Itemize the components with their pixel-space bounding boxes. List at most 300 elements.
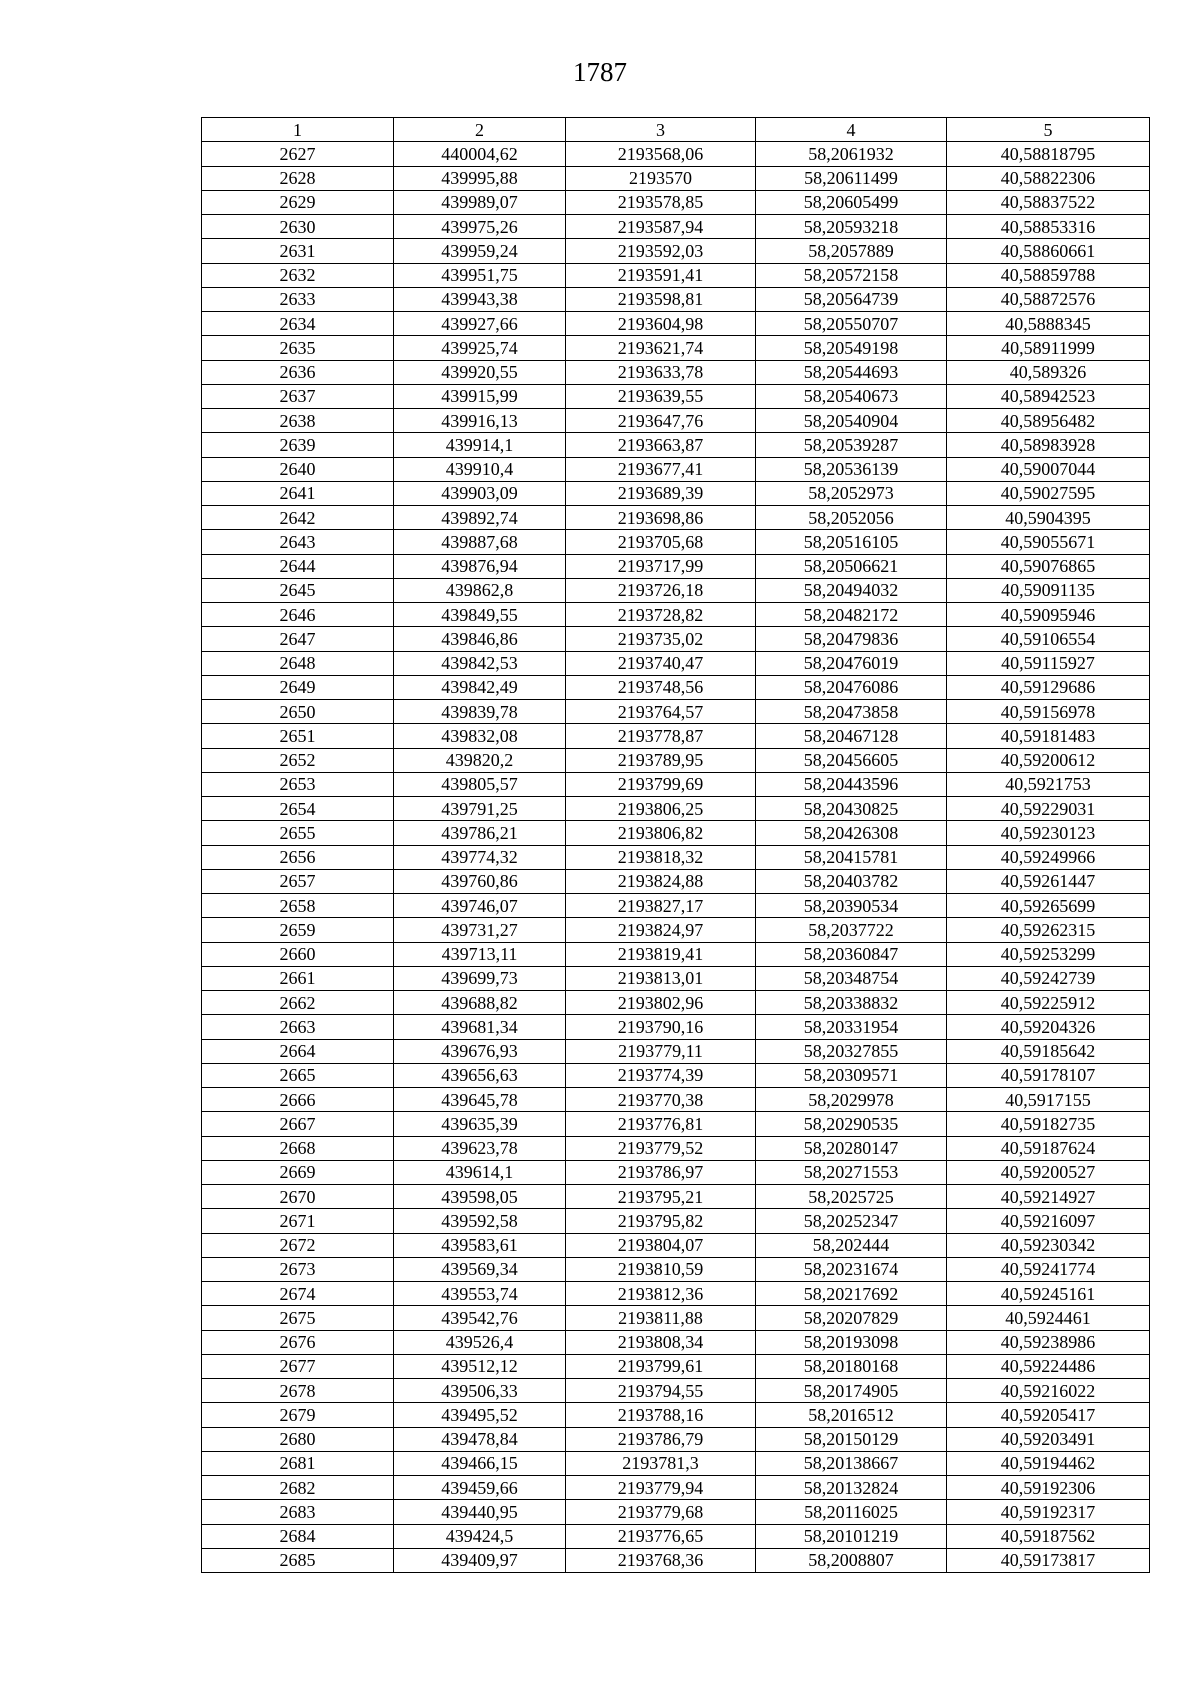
cell-y: 2193587,94	[566, 215, 756, 239]
cell-x: 439424,5	[394, 1524, 566, 1548]
cell-latitude: 58,20331954	[756, 1015, 947, 1039]
cell-point-number: 2641	[202, 481, 394, 505]
cell-latitude: 58,20506621	[756, 554, 947, 578]
cell-latitude: 58,20132824	[756, 1476, 947, 1500]
cell-longitude: 40,59238986	[947, 1330, 1150, 1354]
table-row	[202, 409, 1150, 433]
table-row	[202, 1015, 1150, 1039]
cell-point-number: 2633	[202, 287, 394, 311]
column-header-latitude: 4	[756, 118, 947, 142]
cell-point-number: 2684	[202, 1524, 394, 1548]
cell-y: 2193740,47	[566, 651, 756, 675]
cell-x: 439846,86	[394, 627, 566, 651]
cell-point-number: 2683	[202, 1500, 394, 1524]
cell-y: 2193776,81	[566, 1112, 756, 1136]
cell-longitude: 40,59224486	[947, 1354, 1150, 1378]
cell-x: 439876,94	[394, 554, 566, 578]
cell-longitude: 40,59225912	[947, 991, 1150, 1015]
cell-y: 2193689,39	[566, 481, 756, 505]
cell-y: 2193802,96	[566, 991, 756, 1015]
cell-x: 439927,66	[394, 312, 566, 336]
cell-longitude: 40,59192306	[947, 1476, 1150, 1500]
cell-x: 439512,12	[394, 1354, 566, 1378]
cell-latitude: 58,20327855	[756, 1039, 947, 1063]
table-row	[202, 651, 1150, 675]
cell-point-number: 2664	[202, 1039, 394, 1063]
cell-y: 2193790,16	[566, 1015, 756, 1039]
cell-x: 439805,57	[394, 772, 566, 796]
cell-x: 439862,8	[394, 578, 566, 602]
cell-longitude: 40,59216022	[947, 1379, 1150, 1403]
cell-x: 439731,27	[394, 918, 566, 942]
cell-longitude: 40,59230123	[947, 821, 1150, 845]
cell-x: 439699,73	[394, 966, 566, 990]
table-row	[202, 166, 1150, 190]
table-row	[202, 312, 1150, 336]
cell-point-number: 2667	[202, 1112, 394, 1136]
cell-y: 2193824,97	[566, 918, 756, 942]
cell-y: 2193598,81	[566, 287, 756, 311]
cell-longitude: 40,58818795	[947, 142, 1150, 166]
cell-y: 2193735,02	[566, 627, 756, 651]
cell-x: 439569,34	[394, 1257, 566, 1281]
cell-longitude: 40,58853316	[947, 215, 1150, 239]
cell-longitude: 40,59185642	[947, 1039, 1150, 1063]
cell-point-number: 2656	[202, 845, 394, 869]
cell-longitude: 40,5921753	[947, 772, 1150, 796]
cell-latitude: 58,2029978	[756, 1088, 947, 1112]
cell-latitude: 58,20494032	[756, 578, 947, 602]
cell-point-number: 2660	[202, 942, 394, 966]
cell-x: 439409,97	[394, 1548, 566, 1572]
cell-latitude: 58,20476086	[756, 675, 947, 699]
cell-y: 2193633,78	[566, 360, 756, 384]
table-row	[202, 1039, 1150, 1063]
cell-x: 439440,95	[394, 1500, 566, 1524]
cell-latitude: 58,20550707	[756, 312, 947, 336]
cell-x: 439592,58	[394, 1209, 566, 1233]
table-row	[202, 239, 1150, 263]
table-row	[202, 506, 1150, 530]
cell-x: 439989,07	[394, 190, 566, 214]
cell-longitude: 40,59192317	[947, 1500, 1150, 1524]
table-row	[202, 966, 1150, 990]
cell-latitude: 58,20101219	[756, 1524, 947, 1548]
cell-y: 2193647,76	[566, 409, 756, 433]
column-header-y: 3	[566, 118, 756, 142]
table-row	[202, 1379, 1150, 1403]
cell-longitude: 40,59187624	[947, 1136, 1150, 1160]
cell-longitude: 40,59203491	[947, 1427, 1150, 1451]
cell-point-number: 2678	[202, 1379, 394, 1403]
cell-x: 439791,25	[394, 797, 566, 821]
cell-y: 2193726,18	[566, 578, 756, 602]
cell-y: 2193827,17	[566, 894, 756, 918]
cell-latitude: 58,20482172	[756, 603, 947, 627]
cell-latitude: 58,2037722	[756, 918, 947, 942]
table-row	[202, 748, 1150, 772]
cell-point-number: 2654	[202, 797, 394, 821]
cell-y: 2193764,57	[566, 700, 756, 724]
cell-longitude: 40,59200612	[947, 748, 1150, 772]
cell-latitude: 58,2057889	[756, 239, 947, 263]
cell-point-number: 2635	[202, 336, 394, 360]
cell-point-number: 2666	[202, 1088, 394, 1112]
cell-x: 439910,4	[394, 457, 566, 481]
cell-longitude: 40,59173817	[947, 1548, 1150, 1572]
cell-latitude: 58,20443596	[756, 772, 947, 796]
cell-latitude: 58,20280147	[756, 1136, 947, 1160]
cell-y: 2193748,56	[566, 675, 756, 699]
cell-longitude: 40,59205417	[947, 1403, 1150, 1427]
cell-y: 2193794,55	[566, 1379, 756, 1403]
cell-x: 439506,33	[394, 1379, 566, 1403]
cell-point-number: 2644	[202, 554, 394, 578]
cell-x: 439842,53	[394, 651, 566, 675]
column-header-point-number: 1	[202, 118, 394, 142]
table-row	[202, 942, 1150, 966]
cell-x: 439774,32	[394, 845, 566, 869]
cell-latitude: 58,2052973	[756, 481, 947, 505]
cell-point-number: 2648	[202, 651, 394, 675]
cell-x: 439887,68	[394, 530, 566, 554]
table-row	[202, 433, 1150, 457]
cell-x: 439839,78	[394, 700, 566, 724]
table-body	[202, 142, 1150, 1573]
table-row	[202, 1185, 1150, 1209]
cell-y: 2193788,16	[566, 1403, 756, 1427]
cell-x: 439760,86	[394, 869, 566, 893]
table-row	[202, 384, 1150, 408]
cell-x: 439842,49	[394, 675, 566, 699]
cell-longitude: 40,5917155	[947, 1088, 1150, 1112]
cell-x: 439920,55	[394, 360, 566, 384]
table-row	[202, 1451, 1150, 1475]
table-row	[202, 918, 1150, 942]
table-row	[202, 821, 1150, 845]
coordinates-table	[201, 117, 1150, 1573]
cell-point-number: 2638	[202, 409, 394, 433]
cell-latitude: 58,2025725	[756, 1185, 947, 1209]
cell-longitude: 40,59245161	[947, 1282, 1150, 1306]
table-row	[202, 1354, 1150, 1378]
cell-latitude: 58,20536139	[756, 457, 947, 481]
cell-y: 2193591,41	[566, 263, 756, 287]
cell-point-number: 2668	[202, 1136, 394, 1160]
table-row	[202, 991, 1150, 1015]
cell-point-number: 2627	[202, 142, 394, 166]
cell-y: 2193824,88	[566, 869, 756, 893]
cell-latitude: 58,20549198	[756, 336, 947, 360]
cell-x: 439526,4	[394, 1330, 566, 1354]
cell-longitude: 40,58822306	[947, 166, 1150, 190]
header-row	[202, 118, 1150, 142]
cell-latitude: 58,20116025	[756, 1500, 947, 1524]
table-row	[202, 190, 1150, 214]
cell-x: 439681,34	[394, 1015, 566, 1039]
cell-longitude: 40,59187562	[947, 1524, 1150, 1548]
cell-y: 2193774,39	[566, 1063, 756, 1087]
cell-longitude: 40,5888345	[947, 312, 1150, 336]
cell-x: 439925,74	[394, 336, 566, 360]
cell-latitude: 58,20479836	[756, 627, 947, 651]
cell-y: 2193786,97	[566, 1160, 756, 1184]
cell-y: 2193779,11	[566, 1039, 756, 1063]
cell-point-number: 2657	[202, 869, 394, 893]
cell-latitude: 58,20605499	[756, 190, 947, 214]
cell-longitude: 40,5904395	[947, 506, 1150, 530]
cell-latitude: 58,202444	[756, 1233, 947, 1257]
table-row	[202, 142, 1150, 166]
cell-longitude: 40,59156978	[947, 700, 1150, 724]
cell-x: 439995,88	[394, 166, 566, 190]
cell-longitude: 40,58956482	[947, 409, 1150, 433]
cell-longitude: 40,58837522	[947, 190, 1150, 214]
table-row	[202, 1282, 1150, 1306]
cell-longitude: 40,58860661	[947, 239, 1150, 263]
cell-longitude: 40,59200527	[947, 1160, 1150, 1184]
cell-longitude: 40,59204326	[947, 1015, 1150, 1039]
cell-x: 439656,63	[394, 1063, 566, 1087]
cell-point-number: 2651	[202, 724, 394, 748]
cell-longitude: 40,59216097	[947, 1209, 1150, 1233]
cell-latitude: 58,20174905	[756, 1379, 947, 1403]
cell-longitude: 40,58983928	[947, 433, 1150, 457]
cell-x: 440004,62	[394, 142, 566, 166]
cell-longitude: 40,59115927	[947, 651, 1150, 675]
table-row	[202, 1088, 1150, 1112]
cell-y: 2193639,55	[566, 384, 756, 408]
cell-point-number: 2643	[202, 530, 394, 554]
cell-y: 2193806,82	[566, 821, 756, 845]
table-row	[202, 1524, 1150, 1548]
cell-point-number: 2680	[202, 1427, 394, 1451]
cell-y: 2193778,87	[566, 724, 756, 748]
cell-longitude: 40,58942523	[947, 384, 1150, 408]
cell-x: 439903,09	[394, 481, 566, 505]
cell-point-number: 2670	[202, 1185, 394, 1209]
cell-y: 2193776,65	[566, 1524, 756, 1548]
table-row	[202, 215, 1150, 239]
cell-point-number: 2673	[202, 1257, 394, 1281]
cell-longitude: 40,59182735	[947, 1112, 1150, 1136]
cell-latitude: 58,20252347	[756, 1209, 947, 1233]
cell-x: 439951,75	[394, 263, 566, 287]
cell-y: 2193813,01	[566, 966, 756, 990]
cell-point-number: 2650	[202, 700, 394, 724]
cell-x: 439635,39	[394, 1112, 566, 1136]
cell-y: 2193806,25	[566, 797, 756, 821]
cell-x: 439849,55	[394, 603, 566, 627]
cell-point-number: 2676	[202, 1330, 394, 1354]
cell-point-number: 2639	[202, 433, 394, 457]
cell-latitude: 58,20390534	[756, 894, 947, 918]
cell-x: 439892,74	[394, 506, 566, 530]
cell-x: 439975,26	[394, 215, 566, 239]
cell-y: 2193717,99	[566, 554, 756, 578]
cell-longitude: 40,59181483	[947, 724, 1150, 748]
cell-latitude: 58,20539287	[756, 433, 947, 457]
table-row	[202, 894, 1150, 918]
cell-longitude: 40,59261447	[947, 869, 1150, 893]
table-row	[202, 797, 1150, 821]
cell-longitude: 40,59265699	[947, 894, 1150, 918]
table-row	[202, 724, 1150, 748]
cell-y: 2193570	[566, 166, 756, 190]
cell-y: 2193795,82	[566, 1209, 756, 1233]
cell-point-number: 2674	[202, 1282, 394, 1306]
cell-y: 2193770,38	[566, 1088, 756, 1112]
cell-point-number: 2675	[202, 1306, 394, 1330]
cell-point-number: 2679	[202, 1403, 394, 1427]
cell-latitude: 58,20467128	[756, 724, 947, 748]
cell-point-number: 2662	[202, 991, 394, 1015]
cell-x: 439478,84	[394, 1427, 566, 1451]
cell-point-number: 2630	[202, 215, 394, 239]
cell-point-number: 2677	[202, 1354, 394, 1378]
cell-y: 2193604,98	[566, 312, 756, 336]
cell-x: 439583,61	[394, 1233, 566, 1257]
cell-longitude: 40,58872576	[947, 287, 1150, 311]
cell-point-number: 2645	[202, 578, 394, 602]
cell-longitude: 40,59262315	[947, 918, 1150, 942]
cell-longitude: 40,59249966	[947, 845, 1150, 869]
cell-y: 2193621,74	[566, 336, 756, 360]
cell-point-number: 2628	[202, 166, 394, 190]
table-row	[202, 1233, 1150, 1257]
cell-x: 439746,07	[394, 894, 566, 918]
cell-longitude: 40,59229031	[947, 797, 1150, 821]
cell-point-number: 2642	[202, 506, 394, 530]
table-row	[202, 603, 1150, 627]
cell-latitude: 58,20473858	[756, 700, 947, 724]
cell-x: 439466,15	[394, 1451, 566, 1475]
table-row	[202, 1500, 1150, 1524]
table-row	[202, 1427, 1150, 1451]
table-row	[202, 675, 1150, 699]
cell-longitude: 40,58859788	[947, 263, 1150, 287]
cell-longitude: 40,59027595	[947, 481, 1150, 505]
cell-latitude: 58,20476019	[756, 651, 947, 675]
cell-y: 2193592,03	[566, 239, 756, 263]
cell-y: 2193799,61	[566, 1354, 756, 1378]
table-row	[202, 700, 1150, 724]
table-row	[202, 1209, 1150, 1233]
cell-point-number: 2655	[202, 821, 394, 845]
cell-y: 2193811,88	[566, 1306, 756, 1330]
cell-longitude: 40,589326	[947, 360, 1150, 384]
cell-x: 439495,52	[394, 1403, 566, 1427]
table-row	[202, 1136, 1150, 1160]
cell-point-number: 2652	[202, 748, 394, 772]
cell-longitude: 40,59194462	[947, 1451, 1150, 1475]
cell-point-number: 2636	[202, 360, 394, 384]
cell-x: 439820,2	[394, 748, 566, 772]
cell-point-number: 2665	[202, 1063, 394, 1087]
cell-point-number: 2681	[202, 1451, 394, 1475]
cell-latitude: 58,20150129	[756, 1427, 947, 1451]
cell-latitude: 58,20180168	[756, 1354, 947, 1378]
table-row	[202, 772, 1150, 796]
cell-point-number: 2682	[202, 1476, 394, 1500]
cell-latitude: 58,20430825	[756, 797, 947, 821]
cell-point-number: 2685	[202, 1548, 394, 1572]
cell-point-number: 2647	[202, 627, 394, 651]
column-header-x: 2	[394, 118, 566, 142]
cell-point-number: 2663	[202, 1015, 394, 1039]
cell-latitude: 58,20403782	[756, 869, 947, 893]
cell-y: 2193705,68	[566, 530, 756, 554]
cell-longitude: 40,59076865	[947, 554, 1150, 578]
cell-y: 2193578,85	[566, 190, 756, 214]
cell-x: 439688,82	[394, 991, 566, 1015]
cell-y: 2193568,06	[566, 142, 756, 166]
cell-latitude: 58,20309571	[756, 1063, 947, 1087]
cell-longitude: 40,59091135	[947, 578, 1150, 602]
cell-point-number: 2631	[202, 239, 394, 263]
cell-x: 439915,99	[394, 384, 566, 408]
cell-y: 2193663,87	[566, 433, 756, 457]
cell-longitude: 40,59007044	[947, 457, 1150, 481]
cell-latitude: 58,20217692	[756, 1282, 947, 1306]
cell-latitude: 58,20593218	[756, 215, 947, 239]
cell-x: 439914,1	[394, 433, 566, 457]
cell-y: 2193804,07	[566, 1233, 756, 1257]
cell-latitude: 58,20572158	[756, 263, 947, 287]
cell-point-number: 2640	[202, 457, 394, 481]
cell-latitude: 58,20564739	[756, 287, 947, 311]
cell-latitude: 58,20540904	[756, 409, 947, 433]
cell-latitude: 58,20138667	[756, 1451, 947, 1475]
cell-longitude: 40,59214927	[947, 1185, 1150, 1209]
table-row	[202, 845, 1150, 869]
cell-x: 439959,24	[394, 239, 566, 263]
table-row	[202, 481, 1150, 505]
cell-x: 439598,05	[394, 1185, 566, 1209]
table-row	[202, 1257, 1150, 1281]
cell-y: 2193819,41	[566, 942, 756, 966]
page-number: 1787	[573, 57, 627, 87]
cell-point-number: 2653	[202, 772, 394, 796]
cell-point-number: 2661	[202, 966, 394, 990]
cell-latitude: 58,2061932	[756, 142, 947, 166]
cell-latitude: 58,20611499	[756, 166, 947, 190]
cell-latitude: 58,20338832	[756, 991, 947, 1015]
cell-x: 439614,1	[394, 1160, 566, 1184]
cell-x: 439645,78	[394, 1088, 566, 1112]
table-row	[202, 1476, 1150, 1500]
table-row	[202, 457, 1150, 481]
cell-latitude: 58,20290535	[756, 1112, 947, 1136]
cell-latitude: 58,20415781	[756, 845, 947, 869]
table-row	[202, 869, 1150, 893]
cell-longitude: 40,59242739	[947, 966, 1150, 990]
cell-y: 2193768,36	[566, 1548, 756, 1572]
cell-latitude: 58,20544693	[756, 360, 947, 384]
table-header	[202, 118, 1150, 142]
cell-y: 2193812,36	[566, 1282, 756, 1306]
cell-latitude: 58,2052056	[756, 506, 947, 530]
cell-latitude: 58,20231674	[756, 1257, 947, 1281]
cell-latitude: 58,20360847	[756, 942, 947, 966]
cell-y: 2193779,52	[566, 1136, 756, 1160]
cell-y: 2193786,79	[566, 1427, 756, 1451]
cell-latitude: 58,20348754	[756, 966, 947, 990]
cell-latitude: 58,2008807	[756, 1548, 947, 1572]
cell-x: 439676,93	[394, 1039, 566, 1063]
cell-longitude: 40,59241774	[947, 1257, 1150, 1281]
cell-longitude: 40,5924461	[947, 1306, 1150, 1330]
